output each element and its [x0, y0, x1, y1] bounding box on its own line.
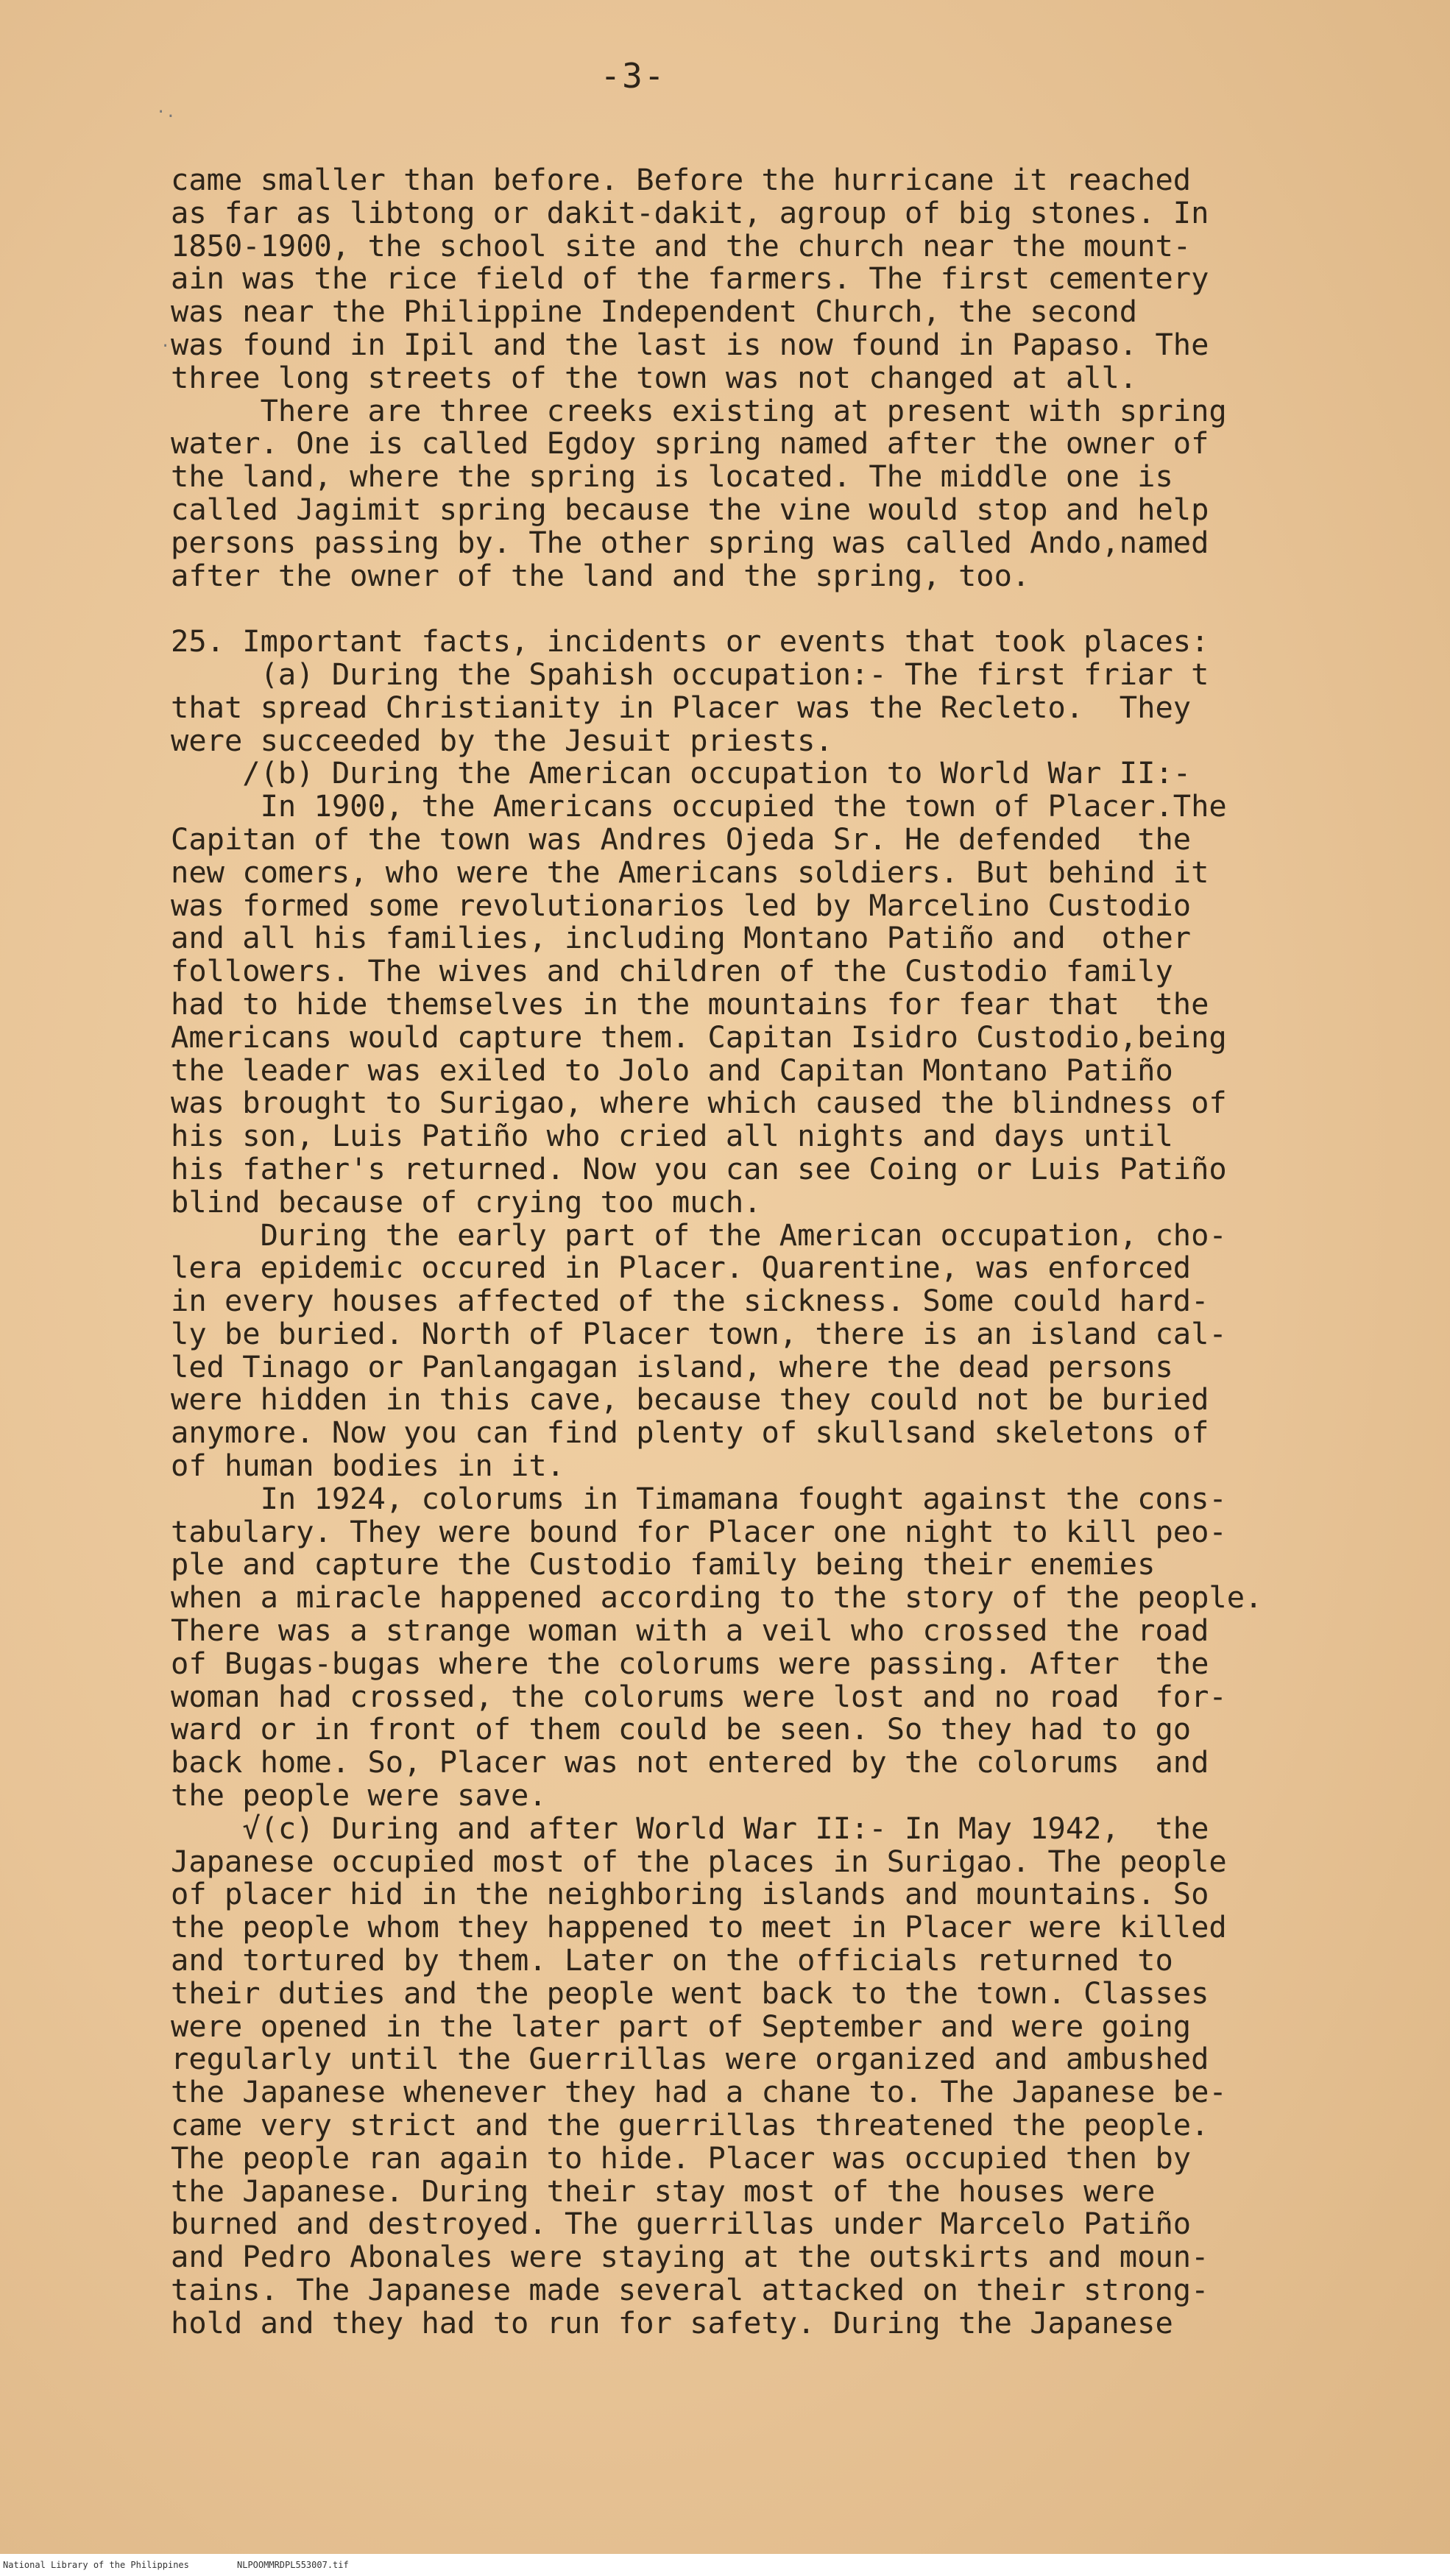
text-line: the people whom they happened to meet in Placer were killed [171, 1909, 1227, 1945]
margin-mark: ·. [156, 103, 176, 121]
text-line: persons passing by. The other spring was called Ando,named [171, 524, 1209, 560]
text-line: of placer hid in the neighboring islands and mountains. So [171, 1876, 1209, 1912]
footer-source: National Library of the Philippines [3, 2560, 189, 2570]
text-line: called Jagimit spring because the vine would stop and help [171, 491, 1209, 527]
body-text [171, 163, 1422, 2340]
text-line: ly be buried. North of Placer town, there is an island cal- [171, 1315, 1227, 1351]
text-line: (a) During the Spahish occupation:- The first friar t [171, 656, 1209, 692]
text-line: and Pedro Abonales were staying at the outskirts and moun- [171, 2239, 1209, 2275]
text-line: ple and capture the Custodio family being their enemies [171, 1546, 1156, 1582]
text-line: There was a strange woman with a veil who crossed the road [171, 1613, 1209, 1649]
text-line: There are three creeks existing at present with spring [171, 392, 1227, 428]
text-line: of Bugas-bugas where the colorums were passing. After the [171, 1645, 1209, 1681]
text-line: In 1900, the Americans occupied the town of Placer.The [171, 788, 1227, 824]
text-line: regularly until the Guerrillas were organized and ambushed [171, 2041, 1209, 2077]
text-line: followers. The wives and children of the Custodio family [171, 953, 1173, 989]
text-line: came smaller than before. Before the hurricane it reached [171, 162, 1192, 197]
text-line: In 1924, colorums in Timamana fought against the cons- [171, 1480, 1227, 1516]
text-line: /(b) During the American occupation to World War II:- [171, 755, 1192, 791]
text-line: in every houses affected of the sickness. Some could hard- [171, 1283, 1209, 1319]
text-line: anymore. Now you can find plenty of skullsand skeletons of [171, 1415, 1209, 1451]
text-line: ain was the rice field of the farmers. The first cementery [171, 261, 1209, 297]
text-line: their duties and the people went back to the town. Classes [171, 1975, 1209, 2011]
text-line: had to hide themselves in the mountains for fear that the [171, 986, 1209, 1022]
text-line: led Tinago or Panlangagan island, where the dead persons [171, 1348, 1173, 1384]
text-line: √(c) During and after World War II:- In May 1942, the [171, 1810, 1209, 1846]
text-line: hold and they had to run for safety. During the Japanese [171, 2304, 1173, 2340]
text-line: back home. So, Placer was not entered by the colorums and [171, 1744, 1209, 1780]
text-line: were hidden in this cave, because they could not be buried [171, 1381, 1209, 1418]
text-line: and tortured by them. Later on the officials returned to [171, 1942, 1173, 1978]
text-line: blind because of crying too much. [171, 1183, 762, 1220]
scan-footer [0, 2554, 1450, 2576]
text-line: woman had crossed, the colorums were lost and no road for- [171, 1678, 1227, 1714]
text-line: ward or in front of them could be seen. So they had to go [171, 1711, 1192, 1747]
text-line: burned and destroyed. The guerrillas under Marcelo Patiño [171, 2206, 1192, 2242]
text-line: The people ran again to hide. Placer was occupied then by [171, 2140, 1192, 2176]
text-line: was near the Philippine Independent Church, the second [171, 294, 1138, 330]
text-line: During the early part of the American occupation, cho- [171, 1217, 1227, 1253]
text-line: tains. The Japanese made several attacked on their strong- [171, 2272, 1209, 2307]
text-line: of human bodies in it. [171, 1448, 565, 1484]
text-line: the Japanese. During their stay most of the houses were [171, 2173, 1156, 2209]
text-line: Americans would capture them. Capitan Isidro Custodio,being [171, 1019, 1227, 1055]
text-line: his father's returned. Now you can see Coing or Luis Patiño [171, 1150, 1227, 1186]
text-line: the Japanese whenever they had a chane to. The Japanese be- [171, 2074, 1227, 2110]
text-line: came very strict and the guerrillas threatened the people. [171, 2107, 1209, 2143]
text-line: water. One is called Egdoy spring named after the owner of [171, 425, 1209, 461]
text-line: the land, where the spring is located. The middle one is [171, 459, 1173, 495]
text-line: were succeeded by the Jesuit priests. [171, 722, 833, 758]
text-line: the leader was exiled to Jolo and Capitan Montano Patiño [171, 1052, 1173, 1088]
text-line: was formed some revolutionarios led by Marcelino Custodio [171, 887, 1192, 923]
margin-mark: · [160, 337, 171, 355]
text-line: his son, Luis Patiño who cried all nights and days until [171, 1118, 1173, 1154]
text-line: as far as libtong or dakit-dakit, agroup of big stones. In [171, 194, 1209, 230]
text-line: lera epidemic occured in Placer. Quarentine, was enforced [171, 1250, 1192, 1286]
text-line: was brought to Surigao, where which caused the blindness of [171, 1085, 1227, 1121]
text-line: Capitan of the town was Andres Ojeda Sr. He defended the [171, 821, 1192, 857]
text-line: and all his families, including Montano Patiño and other [171, 920, 1192, 956]
text-line: three long streets of the town was not changed at all. [171, 359, 1138, 395]
text-line: new comers, who were the Americans soldiers. But behind it [171, 854, 1209, 890]
text-line: tabulary. They were bound for Placer one night to kill peo- [171, 1513, 1227, 1549]
text-line: were opened in the later part of September and were going [171, 2008, 1192, 2044]
footer-filename: NLPOOMMRDPL553007.tif [237, 2560, 349, 2570]
page-number: -3- [600, 56, 666, 96]
text-line [171, 592, 1422, 625]
text-line: when a miracle happened according to the story of the people. [171, 1579, 1263, 1616]
text-line: Japanese occupied most of the places in Surigao. The people [171, 1843, 1227, 1879]
text-line: after the owner of the land and the spring, too. [171, 557, 1030, 593]
text-line: 1850-1900, the school site and the church near the mount- [171, 227, 1192, 263]
text-line: the people were save. [171, 1777, 547, 1814]
text-line: that spread Christianity in Placer was the Recleto. They [171, 689, 1192, 725]
text-line: was found in Ipil and the last is now found in Papaso. The [171, 326, 1209, 362]
text-line: 25. Important facts, incidents or events that took places: [171, 623, 1209, 659]
